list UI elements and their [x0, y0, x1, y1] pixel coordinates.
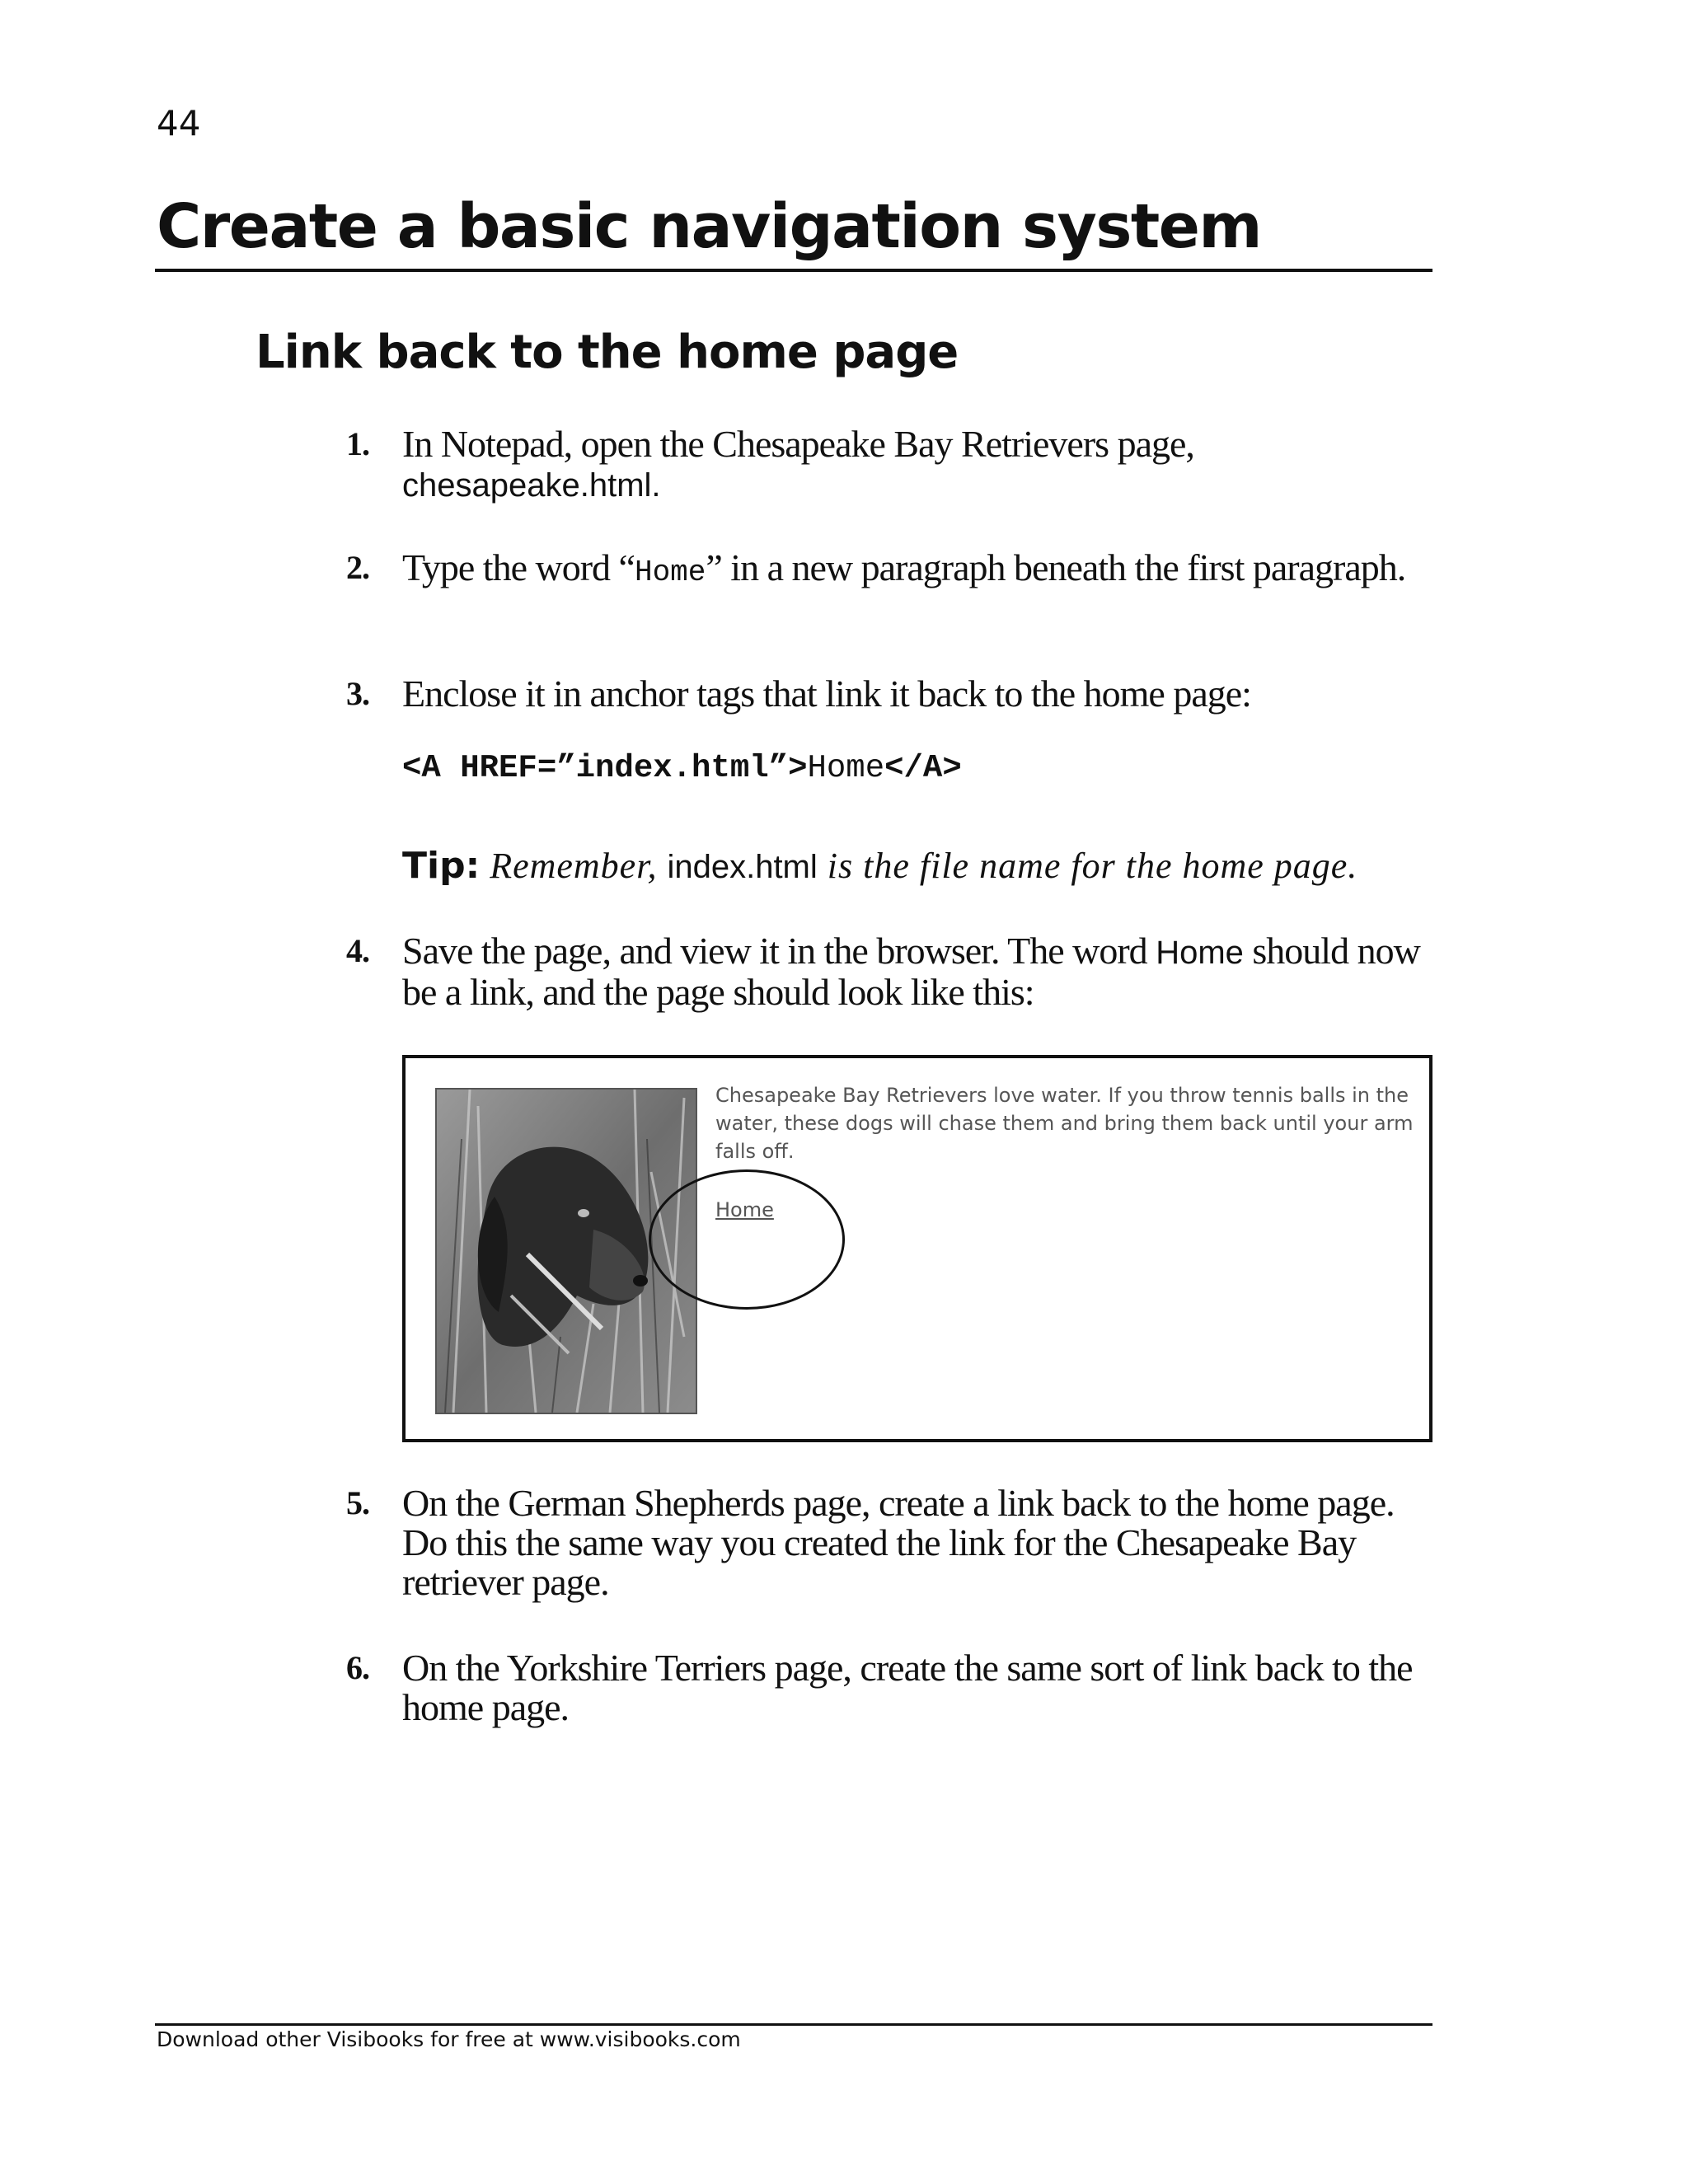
step-number: 4.: [346, 932, 369, 969]
step-text: [402, 931, 1441, 1012]
step-number: 3.: [346, 675, 369, 712]
step-1-text: In Notepad, open the Chesapeake Bay Retrievers page,: [402, 423, 1194, 465]
tip-label: Tip:: [402, 845, 481, 887]
step-text: [402, 424, 1441, 505]
code-example: [402, 750, 962, 786]
code-word: Home: [634, 555, 706, 589]
screenshot-paragraph: Chesapeake Bay Retrievers love water. If you throw tennis balls in the water, these dogs will chase them and bring them back until your arm falls off.: [715, 1084, 1414, 1163]
highlight-circle: [649, 1169, 845, 1310]
home-word: Home: [1156, 935, 1244, 971]
chapter-title: Create a basic navigation system: [157, 191, 1262, 262]
step-number: 5.: [346, 1484, 369, 1521]
step-2-text-post: ” in a new paragraph beneath the first paragraph.: [706, 546, 1406, 588]
footer: Download other Visibooks for free at www.visibooks.com: [157, 2027, 741, 2051]
step-5-text: On the German Shepherds page, create a link back to the home page. Do this the same way you created the link for the Chesapeake Bay retriever page.: [402, 1482, 1395, 1603]
step-number: 6.: [346, 1649, 369, 1686]
tip-text-post: is the file name for the home page.: [817, 846, 1358, 886]
footer-rule: [155, 2023, 1432, 2026]
step-3-text: Enclose it in anchor tags that link it back to the home page:: [402, 673, 1251, 715]
step-6-text: On the Yorkshire Terriers page, create the same sort of link back to the home page.: [402, 1647, 1413, 1728]
title-rule: [155, 269, 1432, 272]
step-2-text-pre: Type the word “: [402, 546, 635, 588]
code-close-tag: </A>: [884, 750, 962, 786]
tip-file-name: index.html: [667, 849, 818, 885]
step-text: [402, 548, 1441, 593]
step-4-text-post: should now be a link, and the page should look like this:: [402, 930, 1420, 1013]
step-number: 1.: [346, 425, 369, 462]
tip-text-pre: Remember,: [480, 846, 668, 886]
file-name: chesapeake.html.: [402, 467, 661, 504]
screenshot-home-link[interactable]: Home: [715, 1198, 774, 1221]
step-number: 2.: [346, 549, 369, 586]
section-title: Link back to the home page: [256, 326, 959, 379]
page-number: 44: [157, 103, 201, 143]
code-open-tag: <A HREF=”index.html”>: [402, 750, 808, 786]
code-link-text: Home: [807, 750, 885, 786]
browser-screenshot: [402, 1055, 1432, 1442]
step-4-text-pre: Save the page, and view it in the browser. The word: [402, 930, 1156, 972]
tip: [402, 845, 1357, 887]
